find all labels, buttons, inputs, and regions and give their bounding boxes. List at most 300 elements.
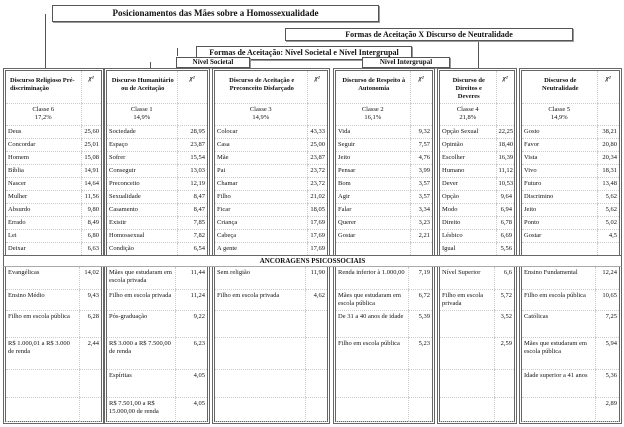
chi-value: 23,72: [307, 164, 327, 177]
anchor-label: R$ 1.000,01 a R$ 3.000 de renda: [6, 337, 79, 369]
word-row: [6, 203, 101, 216]
column-title: Discurso Religioso Pré-discriminação: [6, 71, 81, 103]
chi-value: 11,56: [81, 190, 101, 203]
anchor-value: 12,24: [595, 267, 619, 289]
word: Bíblia: [6, 164, 81, 177]
anchor-row: [215, 289, 327, 310]
word-row: [522, 125, 619, 138]
anchor-value: 4,05: [175, 397, 207, 421]
word: Modo: [440, 203, 496, 216]
word: Seguir: [336, 138, 410, 151]
chi-value: 18,05: [307, 203, 327, 216]
anchor-value: 5,39: [408, 310, 432, 337]
word: Sexualidade: [107, 190, 177, 203]
column-title: Discurso de Aceitação e Preconceito Disfarçado: [215, 71, 307, 103]
anchor-value: [79, 369, 101, 397]
word-row: [107, 203, 207, 216]
anchor-label: [440, 397, 494, 421]
anchor-value: 11,90: [305, 267, 327, 289]
chi-value: 25,60: [81, 125, 101, 138]
anchor-label: Sem religião: [215, 267, 305, 289]
anchor-label: [215, 397, 305, 421]
chi-value: 13,48: [597, 177, 619, 190]
word: Sofrer: [107, 151, 177, 164]
word: Querer: [336, 216, 410, 229]
chi-value: 8,47: [177, 203, 207, 216]
anchor-row: [522, 369, 619, 397]
word-row: [107, 164, 207, 177]
column-title: Discurso de Direitos e Deveres: [440, 71, 496, 103]
word-row: [107, 125, 207, 138]
anchor-row: [522, 267, 619, 289]
chi-value: 23,72: [307, 177, 327, 190]
branch-neutrality: Formas de Aceitação X Discurso de Neutralidade: [285, 28, 573, 41]
anchor-row: [107, 337, 207, 369]
word-row: [215, 190, 327, 203]
anchor-value: 14,02: [79, 267, 101, 289]
word-row: [215, 138, 327, 151]
word-row: [440, 151, 514, 164]
anchor-value: 6,6: [494, 267, 514, 289]
anchor-row: [6, 289, 101, 310]
word-row: [440, 203, 514, 216]
word-row: [522, 203, 619, 216]
anchor-value: [494, 397, 514, 421]
chi-value: 9,64: [496, 190, 514, 203]
word-row: [6, 151, 101, 164]
anchor-label: R$ 7.501,00 a R$ 15.000,00 de renda: [107, 397, 175, 421]
chi-value: 23,87: [307, 151, 327, 164]
word-row: [522, 216, 619, 229]
anchor-row: [522, 397, 619, 421]
word: Existir: [107, 216, 177, 229]
word-row: [336, 229, 432, 242]
anchor-label: Filho em escola pública: [522, 289, 595, 310]
word-row: [440, 138, 514, 151]
anchor-row: [215, 337, 327, 369]
word: Mãe: [215, 151, 307, 164]
word-row: [336, 164, 432, 177]
chi-value: 3,23: [410, 216, 432, 229]
anchor-label: Filho em escola pública: [336, 337, 408, 369]
chi-square-label: χ²: [496, 71, 514, 103]
anchor-row: [215, 369, 327, 397]
anchor-value: [305, 397, 327, 421]
chi-value: 20,80: [597, 138, 619, 151]
chi-value: 17,69: [307, 229, 327, 242]
word-row: [107, 229, 207, 242]
chi-value: 3,34: [410, 203, 432, 216]
chi-value: 10,53: [496, 177, 514, 190]
class-label: Classe 6 17,2%: [6, 103, 81, 125]
word: Opinião: [440, 138, 496, 151]
word-row: [6, 190, 101, 203]
anchor-column: [333, 267, 435, 424]
word-row: [6, 138, 101, 151]
anchor-row: [6, 397, 101, 421]
class-label: Classe 1 14,9%: [107, 103, 177, 125]
anchor-row: [522, 337, 619, 369]
chi-value: 16,39: [496, 151, 514, 164]
word-row: [440, 190, 514, 203]
word: Direito: [440, 216, 496, 229]
anchor-row: [107, 397, 207, 421]
chi-value: 15,08: [81, 151, 101, 164]
anchor-label: [6, 397, 79, 421]
word-row: [522, 242, 619, 255]
anchor-row: [107, 289, 207, 310]
chi-value: 8,49: [81, 216, 101, 229]
anchor-value: [305, 369, 327, 397]
word: Pai: [215, 164, 307, 177]
word-row: [215, 229, 327, 242]
chi-value: 7,85: [177, 216, 207, 229]
anchor-row: [107, 369, 207, 397]
anchor-row: [6, 310, 101, 337]
chi-value: 4,5: [597, 229, 619, 242]
column-title: Discurso Humanitário ou de Aceitação: [107, 71, 177, 103]
anchor-label: [440, 310, 494, 337]
word: Errado: [6, 216, 81, 229]
anchor-row: [440, 267, 514, 289]
word-row: [6, 242, 101, 255]
word: Gostar: [522, 229, 597, 242]
word: Criança: [215, 216, 307, 229]
chi-value: 9,80: [81, 203, 101, 216]
word: Casamento: [107, 203, 177, 216]
word-row: [215, 151, 327, 164]
word: Dever: [440, 177, 496, 190]
word-row: [107, 151, 207, 164]
chi-value: 17,69: [307, 242, 327, 255]
word-row: [107, 177, 207, 190]
word: Bom: [336, 177, 410, 190]
word-row: [522, 190, 619, 203]
anchor-value: 10,65: [595, 289, 619, 310]
anchor-row: [107, 267, 207, 289]
connector-line: [177, 48, 178, 56]
word: Vida: [336, 125, 410, 138]
class-column: [519, 68, 622, 255]
anchor-label: Ensino Fundamental: [522, 267, 595, 289]
column-title: Discurso de Respeito à Autonomia: [336, 71, 410, 103]
word: Vivo: [522, 164, 597, 177]
anchor-row: [336, 267, 432, 289]
word: Ficar: [215, 203, 307, 216]
anchor-label: Renda inferior à 1.000,00: [336, 267, 408, 289]
chi-value: 6,80: [81, 229, 101, 242]
word: Humano: [440, 164, 496, 177]
chi-value: 12,19: [177, 177, 207, 190]
word-row: [215, 203, 327, 216]
word-row: [6, 164, 101, 177]
anchor-label: Filho em escola privada: [107, 289, 175, 310]
chi-value: 9,32: [410, 125, 432, 138]
chi-value: 25,01: [81, 138, 101, 151]
anchor-label: Filho em escola pública: [6, 310, 79, 337]
anchor-value: 7,19: [408, 267, 432, 289]
anchor-label: Idade superior a 41 anos: [522, 369, 595, 397]
word: Escolher: [440, 151, 496, 164]
anchor-label: [215, 337, 305, 369]
anchor-label: Nível Superior: [440, 267, 494, 289]
word: Pensar: [336, 164, 410, 177]
chi-value: 15,54: [177, 151, 207, 164]
anchor-row: [107, 310, 207, 337]
anchor-value: 2,59: [494, 337, 514, 369]
anchor-label: Ensino Médio: [6, 289, 79, 310]
word: [336, 242, 410, 255]
chi-value: 14,91: [81, 164, 101, 177]
anchor-row: [336, 310, 432, 337]
class-label: Classe 4 21,8%: [440, 103, 496, 125]
chi-value: 3,57: [410, 177, 432, 190]
chi-value: 28,95: [177, 125, 207, 138]
word: Sociedade: [107, 125, 177, 138]
word: [522, 242, 597, 255]
chi-value: 25,00: [307, 138, 327, 151]
chi-value: 18,31: [597, 164, 619, 177]
anchor-label: Filho em escola privada: [215, 289, 305, 310]
anchor-value: 5,72: [494, 289, 514, 310]
chi-value: 43,33: [307, 125, 327, 138]
word: Favor: [522, 138, 597, 151]
word: Futuro: [522, 177, 597, 190]
word-row: [107, 190, 207, 203]
chi-value: 21,02: [307, 190, 327, 203]
chi-square-label: χ²: [410, 71, 432, 103]
anchor-label: R$ 3.000 a R$ 7.500,00 de renda: [107, 337, 175, 369]
word: Opção Sexual: [440, 125, 496, 138]
anchor-value: 2,44: [79, 337, 101, 369]
anchor-label: [522, 397, 595, 421]
chi-value: 23,87: [177, 138, 207, 151]
anchor-row: [440, 397, 514, 421]
anchor-label: [6, 369, 79, 397]
class-label: Classe 5 14,9%: [522, 103, 597, 125]
word: Vista: [522, 151, 597, 164]
anchor-label: Espíritas: [107, 369, 175, 397]
word: Colocar: [215, 125, 307, 138]
anchor-row: [522, 289, 619, 310]
word: Casa: [215, 138, 307, 151]
chi-value: 6,63: [81, 242, 101, 255]
anchor-column: [104, 267, 210, 424]
anchor-row: [215, 310, 327, 337]
anchor-row: [440, 310, 514, 337]
anchor-value: 6,23: [175, 337, 207, 369]
anchors-title: ANCORAGENS PSICOSSOCIAIS: [3, 255, 622, 267]
word: Nascer: [6, 177, 81, 190]
level-intergroup: Nível Intergrupal: [362, 57, 450, 68]
connector-line: [45, 14, 46, 68]
chi-value: 2,21: [410, 229, 432, 242]
chi-value: [410, 242, 432, 255]
anchor-value: [79, 397, 101, 421]
anchor-row: [440, 289, 514, 310]
anchor-column: [3, 267, 104, 424]
anchor-row: [215, 397, 327, 421]
anchor-row: [336, 337, 432, 369]
word: Deus: [6, 125, 81, 138]
chi-value: 6,69: [496, 229, 514, 242]
anchor-value: 9,22: [175, 310, 207, 337]
word-row: [522, 164, 619, 177]
chi-value: 6,78: [496, 216, 514, 229]
word-row: [336, 190, 432, 203]
word: Concordar: [6, 138, 81, 151]
anchor-label: Mães que estudaram em escola pública: [522, 337, 595, 369]
anchor-label: Filho em escola privada: [440, 289, 494, 310]
anchor-value: [305, 310, 327, 337]
word-row: [107, 242, 207, 255]
column-title: Discurso de Neutralidade: [522, 71, 597, 103]
word-row: [336, 242, 432, 255]
word-row: [215, 177, 327, 190]
anchor-row: [522, 310, 619, 337]
chi-value: 22,25: [496, 125, 514, 138]
word: Igual: [440, 242, 496, 255]
word: Chamar: [215, 177, 307, 190]
word: Gostar: [336, 229, 410, 242]
word-row: [522, 177, 619, 190]
word: Filho: [215, 190, 307, 203]
word-row: [336, 151, 432, 164]
word-row: [6, 216, 101, 229]
word: Conseguir: [107, 164, 177, 177]
word: Lei: [6, 229, 81, 242]
anchor-label: Evangélicas: [6, 267, 79, 289]
anchor-value: 3,52: [494, 310, 514, 337]
word-row: [336, 203, 432, 216]
word: Absurdo: [6, 203, 81, 216]
anchor-row: [6, 267, 101, 289]
class-label: Classe 2 16,1%: [336, 103, 410, 125]
word-row: [440, 177, 514, 190]
word: Agir: [336, 190, 410, 203]
anchor-row: [440, 369, 514, 397]
chi-square-label: χ²: [81, 71, 101, 103]
anchor-value: 6,28: [79, 310, 101, 337]
class-column: [3, 68, 104, 255]
anchor-value: 4,62: [305, 289, 327, 310]
word-row: [522, 229, 619, 242]
word: Lésbico: [440, 229, 496, 242]
word-row: [522, 138, 619, 151]
word-row: [215, 125, 327, 138]
word-row: [6, 125, 101, 138]
word-row: [6, 177, 101, 190]
word-row: [440, 242, 514, 255]
anchor-label: [440, 369, 494, 397]
chi-value: 17,69: [307, 216, 327, 229]
chi-value: 18,40: [496, 138, 514, 151]
chi-square-label: χ²: [177, 71, 207, 103]
anchor-row: [336, 369, 432, 397]
anchor-value: 9,43: [79, 289, 101, 310]
anchor-value: 11,44: [175, 267, 207, 289]
class-label: Classe 3 14,9%: [215, 103, 307, 125]
class-column: [104, 68, 210, 255]
word-row: [336, 138, 432, 151]
anchor-label: [336, 397, 408, 421]
word-row: [107, 216, 207, 229]
word: Cabeça: [215, 229, 307, 242]
anchor-label: Mães que estudaram em escola privada: [107, 267, 175, 289]
word-row: [440, 229, 514, 242]
word-row: [336, 177, 432, 190]
chi-value: 5,56: [496, 242, 514, 255]
anchor-column: [212, 267, 330, 424]
anchor-label: [440, 337, 494, 369]
anchor-value: 7,25: [595, 310, 619, 337]
class-column: [212, 68, 330, 255]
anchor-label: [215, 369, 305, 397]
word-row: [107, 138, 207, 151]
chi-value: 38,21: [597, 125, 619, 138]
chi-value: 3,99: [410, 164, 432, 177]
chi-value: 5,02: [597, 216, 619, 229]
chi-square-label: χ²: [597, 71, 619, 103]
word-row: [215, 164, 327, 177]
anchor-row: [6, 369, 101, 397]
anchor-value: [408, 397, 432, 421]
word: Falar: [336, 203, 410, 216]
chi-value: 3,57: [410, 190, 432, 203]
word-row: [215, 242, 327, 255]
word: Discrimino: [522, 190, 597, 203]
word: Jeito: [336, 151, 410, 164]
chi-value: 5,62: [597, 190, 619, 203]
branch-acceptance: Formas de Aceitação: Nível Societal e Nível Intergrupal: [196, 46, 412, 60]
anchor-value: 4,05: [175, 369, 207, 397]
word-row: [336, 125, 432, 138]
word-row: [215, 216, 327, 229]
anchor-row: [440, 337, 514, 369]
chi-value: 14,64: [81, 177, 101, 190]
word: Gosto: [522, 125, 597, 138]
chi-value: 11,12: [496, 164, 514, 177]
anchor-row: [336, 289, 432, 310]
anchor-value: 11,24: [175, 289, 207, 310]
word: A gente: [215, 242, 307, 255]
anchor-label: Católicas: [522, 310, 595, 337]
anchor-row: [215, 267, 327, 289]
chi-value: 20,34: [597, 151, 619, 164]
word-row: [440, 125, 514, 138]
chi-value: 6,54: [177, 242, 207, 255]
class-column: [437, 68, 517, 255]
word: Condição: [107, 242, 177, 255]
anchor-label: Mães que estudaram em escola pública: [336, 289, 408, 310]
word: Mulher: [6, 190, 81, 203]
anchor-label: [336, 369, 408, 397]
anchor-row: [336, 397, 432, 421]
chi-value: 4,76: [410, 151, 432, 164]
anchor-label: Pós-graduação: [107, 310, 175, 337]
anchor-value: [408, 369, 432, 397]
word-row: [440, 216, 514, 229]
anchor-label: De 31 a 40 anos de idade: [336, 310, 408, 337]
anchor-value: 6,72: [408, 289, 432, 310]
word: Homossexual: [107, 229, 177, 242]
anchor-column: [437, 267, 517, 424]
chi-value: 8,47: [177, 190, 207, 203]
chi-value: 5,62: [597, 203, 619, 216]
word: Jeito: [522, 203, 597, 216]
word: Homem: [6, 151, 81, 164]
anchor-row: [6, 337, 101, 369]
